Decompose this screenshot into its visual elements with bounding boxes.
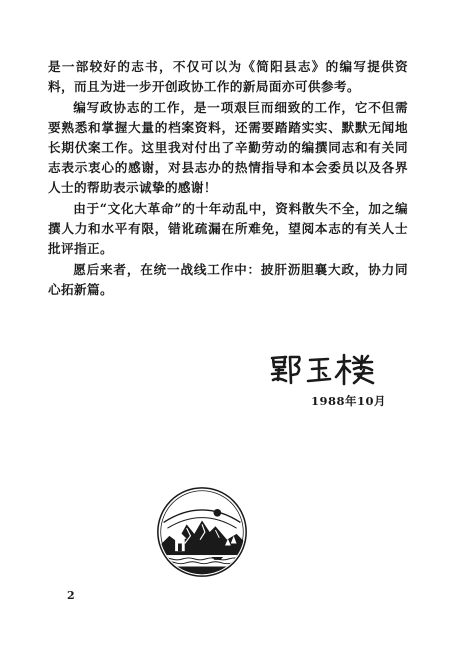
date-line: 1988年10月 [311,394,387,408]
paragraph-2: 编写政协志的工作，是一项艰巨而细致的工作，它不但需要熟悉和掌握大量的档案资料，还需要踏踏实实、默默无闻地长期伏案工作。这里我对付出了辛勤劳动的编撰同志和有关同志表示衷心的感谢，对县志办的热情指导和本会委员以及各界人士的帮助表示诚挚的感谢！ [48,100,408,195]
landscape-emblem-icon [154,484,250,580]
preface-text [48,57,408,301]
paragraph-1: 是一部较好的志书，不仅可以为《简阳县志》的编写提供资料，而且为进一步开创政协工作的新局面亦可供参考。 [48,59,408,94]
paragraph-3: 由于“文化大革命”的十年动乱中，资料散失不全，加之编撰人力和水平有限，错讹疏漏在所难免，望阅本志的有关人士批评指正。 [48,201,408,256]
paragraph-4: 愿后来者，在统一战线工作中：披肝沥胆襄大政，协力同心拓新篇。 [48,262,408,297]
page-number: 2 [67,589,75,602]
handwritten-signature [268,352,378,386]
